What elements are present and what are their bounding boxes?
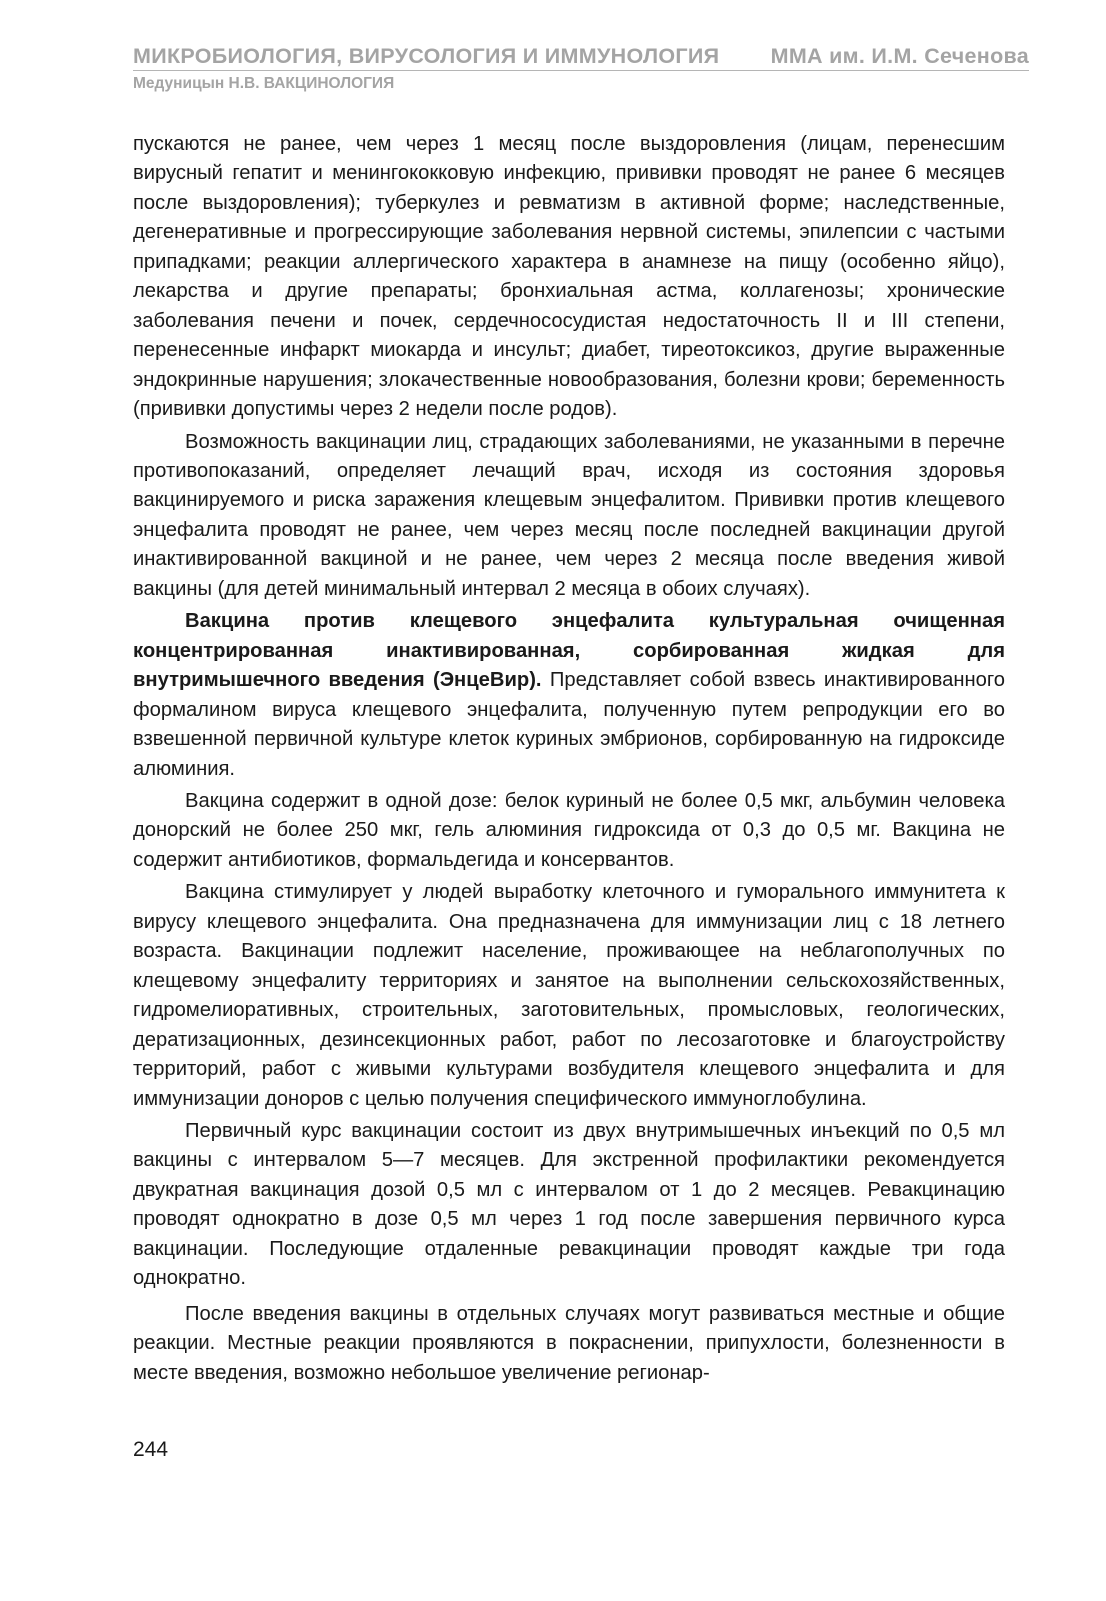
vaccine-description-text: Представляет собой взвесь инактивированного формалином вируса клещевого энцефалита, полученную путем репродукции его во взвешенной первичной культуре клеток куриных эмбрионов, сорбированную на гидроксиде алюминия. <box>133 669 1005 780</box>
header-institution: ММА им. И.М. Сеченова <box>770 44 1029 68</box>
paragraph-vaccination-possibility: Возможность вакцинации лиц, страдающих заболеваниями, не указанными в перечне противопоказаний, определяет лечащий врач, исходя из состояния здоровья вакцинируемого и риска заражения клещевым энцефалитом. Прививки против клещевого энцефалита проводят не ранее, чем через месяц после последней вакцинации другой инактивированной вакциной и не ранее, чем через 2 месяца после введения живой вакцины (для детей минимальный интервал 2 месяца в обоих случаях). <box>133 430 1005 600</box>
page-number: 244 <box>133 1438 169 1461</box>
vaccine-name-heading: Вакцина против клещевого энцефалита культуральная очищенная концентрированная инактивированная, сорбированная жидкая для внутримышечного введения (ЭнцеВир). <box>133 610 1005 692</box>
header-book-title: Медуницын Н.В. ВАКЦИНОЛОГИЯ <box>133 75 395 92</box>
page-body <box>133 130 1005 1388</box>
paragraph-encevir-description <box>133 607 1005 784</box>
paragraph-immunity: Вакцина стимулирует у людей выработку клеточного и гуморального иммунитета к вирусу клещевого энцефалита. Она предназначена для иммунизации лиц с 18 летнего возраста. Вакцинации подлежит население, проживающее на неблагополучных по клещевому энцефалиту территориях и занятое на выполнении сельскохозяйственных, гидромелиоративных, строительных, заготовительных, промысловых, геологических, дератизационных, дезинсекционных работ, работ по лесозаготовке и благоустройству территорий, работ с живыми культурами возбудителя клещевого энцефалита и для иммунизации доноров с целью получения специфического иммуноглобулина. <box>133 881 1005 1110</box>
paragraph-dose-composition: Вакцина содержит в одной дозе: белок куриный не более 0,5 мкг, альбумин человека донорский не более 250 мкг, гель алюминия гидроксида от 0,3 до 0,5 мг. Вакцина не содержит антибиотиков, формальдегида и консервантов. <box>133 789 1005 871</box>
paragraph-contraindications: пускаются не ранее, чем через 1 месяц после выздоровления (лицам, перенесшим вирусный гепатит и менингококковую инфекцию, прививки проводят не ранее 6 месяцев после выздоровления); туберкулез и ревматизм в активной форме; наследственные, дегенеративные и прогрессирующие заболевания нервной системы, эпилепсии с частыми припадками; реакции аллергического характера в анамнезе на пищу (особенно яйцо), лекарства и другие препараты; бронхиальная астма, коллагенозы; хронические заболевания печени и почек, сердечнососудистая недостаточность II и III степени, перенесенные инфаркт миокарда и инсульт; диабет, тиреотоксикоз, другие выраженные эндокринные нарушения; злокачественные новообразования, болезни крови; беременность (прививки допустимы через 2 недели после родов). <box>133 133 1005 421</box>
running-header <box>133 44 1029 93</box>
paragraph-reactions: После введения вакцины в отдельных случаях могут развиваться местные и общие реакции. Местные реакции проявляются в покраснении, припухлости, болезненности в месте введения, возможно небольшое увеличение регионар- <box>133 1302 1005 1384</box>
header-course-title: МИКРОБИОЛОГИЯ, ВИРУСОЛОГИЯ И ИММУНОЛОГИЯ <box>133 44 720 68</box>
paragraph-vaccination-course: Первичный курс вакцинации состоит из двух внутримышечных инъекций по 0,5 мл вакцины с интервалом 5—7 месяцев. Для экстренной профилактики рекомендуется двукратная вакцинация дозой 0,5 мл с интервалом от 1 до 2 месяцев. Ревакцинацию проводят однократно в дозе 0,5 мл через 1 год после завершения первичного курса вакцинации. Последующие отдаленные ревакцинации проводят каждые три года однократно. <box>133 1119 1005 1290</box>
header-title-row <box>133 44 1029 71</box>
